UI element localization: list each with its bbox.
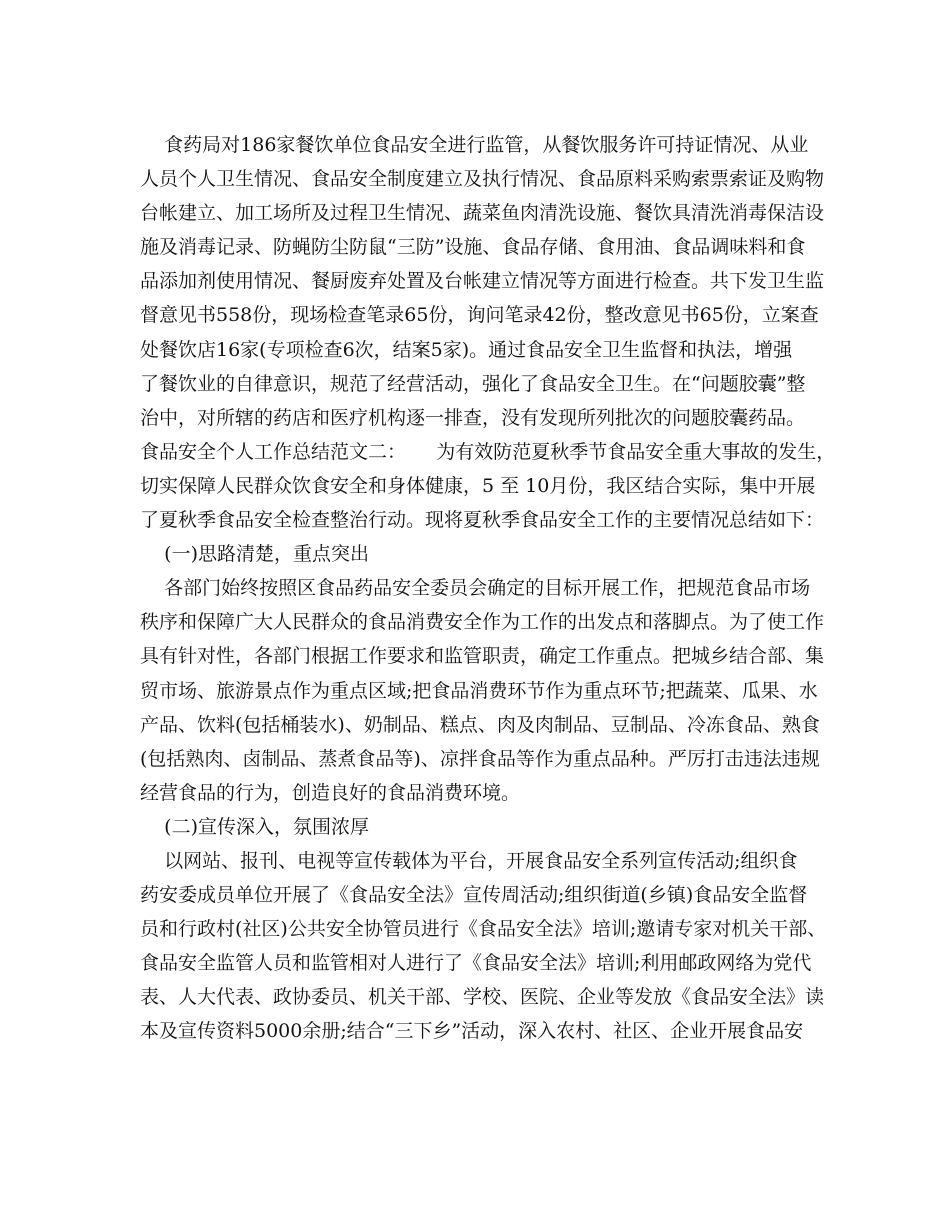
subheading-line: (一)思路清楚，重点突出 [140, 543, 369, 566]
text-line: 切实保障人民群众饮食安全和身体健康，5 至 10月份，我区结合实际，集中开展 [140, 474, 816, 497]
text-line: 食药局对186家餐饮单位食品安全进行监管，从餐饮服务许可持证情况、从业 [140, 134, 809, 156]
document-body [140, 128, 836, 1049]
text-line: 产品、饮料(包括桶装水)、奶制品、糕点、肉及肉制品、豆制品、冷冻食品、熟食 [140, 713, 820, 736]
text-line: 治中，对所辖的药店和医疗机构逐一排查，没有发现所列批次的问题胶囊药品。 [140, 406, 806, 429]
text-line: 处餐饮店16家(专项检查6次，结案5家)。通过食品安全卫生监督和执法，增强 [140, 338, 793, 361]
text-line: 表、人大代表、政协委员、机关干部、学校、医院、企业等发放《食品安全法》读 [140, 986, 825, 1009]
text-line: 经营食品的行为，创造良好的食品消费环境。 [140, 781, 521, 804]
text-line: 药安委成员单位开展了《食品安全法》宣传周活动;组织街道(乡镇)食品安全监督 [140, 884, 808, 907]
text-line: 督意见书558份，现场检查笔录65份，询问笔录42份，整改意见书65份，立案查 [140, 304, 819, 327]
text-line: 台帐建立、加工场所及过程卫生情况、蔬菜鱼肉清洗设施、餐饮具清洗消毒保洁设 [140, 202, 825, 225]
text-line: 施及消毒记录、防蝇防尘防鼠“三防”设施、食品存储、食用油、食品调味料和食 [140, 236, 806, 259]
text-line: 员和行政村(社区)公共安全协管员进行《食品安全法》培训;邀请专家对机关干部、 [140, 918, 827, 941]
text-line: 本及宣传资料5000余册;结合“三下乡”活动，深入农村、社区、企业开展食品安 [140, 1020, 804, 1043]
section-heading-line: 食品安全个人工作总结范文二： 为有效防范夏秋季节食品安全重大事故的发生， [140, 440, 836, 463]
text-line: (包括熟肉、卤制品、蒸煮食品等)、凉拌食品等作为重点品种。严厉打击违法违规 [140, 747, 820, 770]
text-line: 具有针对性，各部门根据工作要求和监管职责，确定工作重点。把城乡结合部、集 [140, 645, 825, 668]
text-line: 各部门始终按照区食品药品安全委员会确定的目标开展工作，把规范食品市场 [140, 577, 811, 600]
text-line: 秩序和保障广大人民群众的食品消费安全作为工作的出发点和落脚点。为了使工作 [140, 611, 825, 634]
text-line: 食品安全监管人员和监管相对人进行了《食品安全法》培训;利用邮政网络为党代 [140, 952, 812, 975]
text-line: 品添加剂使用情况、餐厨废弃处置及台帐建立情况等方面进行检查。共下发卫生监 [140, 270, 825, 293]
text-line: 人员个人卫生情况、食品安全制度建立及执行情况、食品原料采购索票索证及购物 [140, 168, 825, 191]
subheading-line: (二)宣传深入，氛围浓厚 [140, 815, 369, 838]
text-line: 了餐饮业的自律意识，规范了经营活动，强化了食品安全卫生。在“问题胶囊”整 [140, 372, 806, 395]
text-line: 贸市场、旅游景点作为重点区域;把食品消费环节作为重点环节;把蔬菜、瓜果、水 [140, 679, 818, 702]
text-line: 了夏秋季食品安全检查整治行动。现将夏秋季食品安全工作的主要情况总结如下： [140, 509, 825, 532]
text-line: 以网站、报刊、电视等宣传载体为平台，开展食品安全系列宣传活动;组织食 [140, 849, 798, 872]
